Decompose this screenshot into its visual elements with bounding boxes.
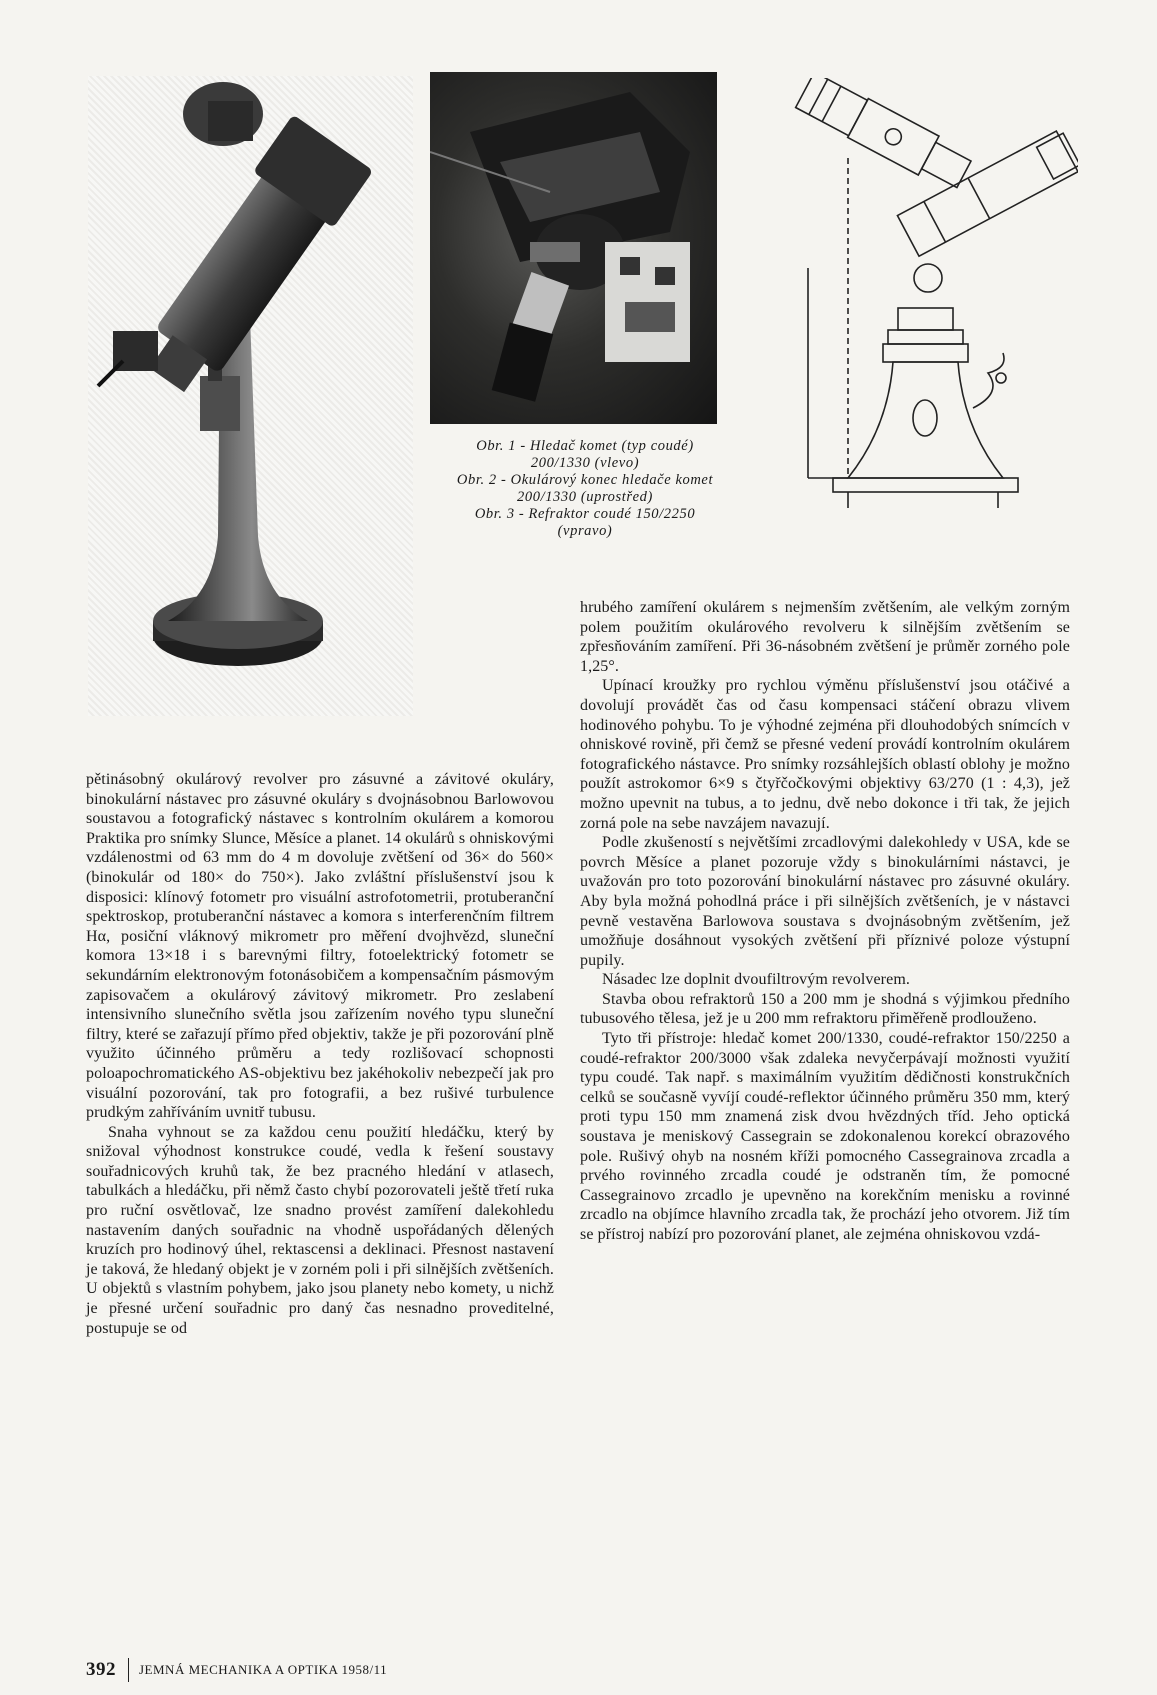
eyepiece-photo-illustration [430, 72, 717, 424]
left-text-column [86, 770, 554, 1338]
journal-title: JEMNÁ MECHANIKA A OPTIKA 1958/11 [139, 1662, 388, 1677]
right-text-column [580, 598, 1070, 1245]
paragraph: Tyto tři přístroje: hledač komet 200/1330, coudé-refraktor 150/2250 a coudé-refraktor 200/3000 však zdaleka nevyčerpávají možnosti využití typu coudé. Tak např. s maximálním využitím dědičnosti konstrukčních celků se současně vyvíjí coudé-reflektor účinného průměru 350 mm, který proti typu 150 mm znamená zisk dvou hvězdných tříd. Jeho optická soustava je meniskový Cassegrain se zdokonalenou korekcí obrazového pole. Rušivý ohyb na nosném kříži pomocného Cassegrainova zrcadla a prvého rovinného zrcadla coudé je odstraněn tím, že pomocné Cassegrainovo zrcadlo je upevněno na korekčním menisku a rovinné zrcadlo na objímce hlavního zrcadla tak, že prochází jeho otvorem. Již tím se přístroj nabízí pro pozorování planet, ale zejména ohniskovou vzdá- [580, 1030, 1070, 1243]
paragraph: Upínací kroužky pro rychlou výměnu příslušenství jsou otáčivé a dovolují provádět čas od času kompensaci stáčení obrazu vlivem hodinového pohybu. To je výhodné zejména při dlouhodobých snímcích v ohniskové rovině, při čemž se přesné vedení provádí kontrolním okulárem fotografického nástavce. Pro snímky rozsáhlejších oblastí oblohy je možno použít astrokomor 6×9 s čtyřčočkovými objektivy 63/270 (1 : 4,3), jež možno upevnit na tubus, a to jednu, dvě nebo dokonce i tři tak, že jejich zorná pole na sebe navzájem navazují. [580, 677, 1070, 832]
paragraph: pětinásobný okulárový revolver pro zásuvné a závitové okuláry, binokulární nástavec pro zásuvné okuláry s dvojnásobnou Barlowovou soustavou a fotografický nástavec s kontrolním okulárem a komorou Praktika pro snímky Slunce, Měsíce a planet. 14 okulárů s ohniskovými vzdálenostmi od 63 mm do 4 m dovoluje zvětšení od 36× do 560× (binokulár od 180× do 750×). Jako zvláštní příslušenství jsou k disposici: klínový fotometr pro visuální astrofotometrii, protuberanční spektroskop, protuberanční nástavec a komora s interferenčním filtrem Hα, posiční vláknový mikrometr pro měření dvojhvězd, sluneční komora 13×18 i s barevnými filtry, fotoelektrický fotometr se sekundárním elektronovým fotonásobičem a kompensačním pásmovým zapisovačem a okulárový závitový mikrometr. Pro zeslabení intensivního slunečního světla jsou zařízením nového typu sluneční filtry, které se zařazují přímo před objektiv, takže je při pozorování plně využito účinného průměru a tedy rozlišovací schopnosti poloapochromatického AS-objektivu bez jakéhokoliv nebezpečí jak pro visuální pozorování, tak pro fotografii, a bez rušivé turbulence prudkým zahříváním uvnitř tubusu. [86, 771, 554, 1122]
telescope-photo-illustration [88, 76, 413, 716]
caption-line-1: Obr. 1 - Hledač komet (typ coudé) [476, 438, 694, 454]
paragraph: Snaha vyhnout se za každou cenu použití hledáčku, který by snižoval výhodnost konstrukce coudé, vedla k řešení soustavy souřadnicových kruhů tak, že bez pracného hledání v atlasech, tabulkách a hledáčku, při němž často chybí pozorovateli ještě třetí ruka pro ruční osvětlovač, lze snadno provést zamíření dalekohledu nastavením daných souřadnic na vhodně uspořádaných dělených kruzích pro hodinový úhel, rektascensi a deklinaci. Přesnost nastavení je taková, že hledaný objekt je v zorném poli i při silnějších zvětšeních. U objektů s vlastním pohybem, jako jsou planety nebo komety, u nichž je přesné určení souřadnic pro daný čas nesnadno proveditelné, postupuje se od [86, 1123, 554, 1337]
paragraph: Podle zkušeností s největšími zrcadlovými dalekohledy v USA, kde se povrch Měsíce a planet pozoruje vždy s binokulárními nástavci, je uvažován pro toto pozorování binokulární nástavec pro zásuvné okuláry. Aby byla možná pohodlná práce i při silnějších zvětšeních, je v nástavci pevně vestavěna Barlowova soustava s dvojnásobným zvětšením, jež umožňuje dosáhnout vysokých zvětšení při příznivé poloze výstupní pupily. [580, 834, 1070, 969]
page-footer [86, 1658, 387, 1682]
paragraph: Násadec lze doplnit dvoufiltrovým revolverem. [602, 971, 910, 989]
caption-line-6: (vpravo) [557, 523, 613, 539]
caption-line-4: 200/1330 (uprostřed) [517, 489, 653, 505]
figure-2-eyepiece-end-photo [430, 72, 717, 424]
figure-3-refractor-drawing [788, 78, 1078, 548]
caption-line-3: Obr. 2 - Okulárový konec hledače komet [456, 472, 714, 488]
caption-line-5: Obr. 3 - Refraktor coudé 150/2250 [474, 506, 696, 522]
page-number: 392 [86, 1659, 116, 1680]
figure-captions [420, 438, 750, 540]
refractor-line-drawing [788, 78, 1078, 548]
paragraph: hrubého zamíření okulárem s nejmenším zvětšením, ale velkým zorným polem použitím okulárového revolveru k silnějším zvětšením se zpřesňováním zamíření. Při 36-násobném zvětšení je průměr zorného pole 1,25°. [580, 599, 1070, 675]
figure-1-comet-finder-photo [88, 76, 413, 716]
footer-divider [128, 1658, 129, 1682]
paragraph: Stavba obou refraktorů 150 a 200 mm je shodná s výjimkou předního tubusového tělesa, jež je u 200 mm refraktoru přiměřeně prodlouženo. [580, 990, 1070, 1028]
caption-line-2: 200/1330 (vlevo) [530, 455, 640, 471]
